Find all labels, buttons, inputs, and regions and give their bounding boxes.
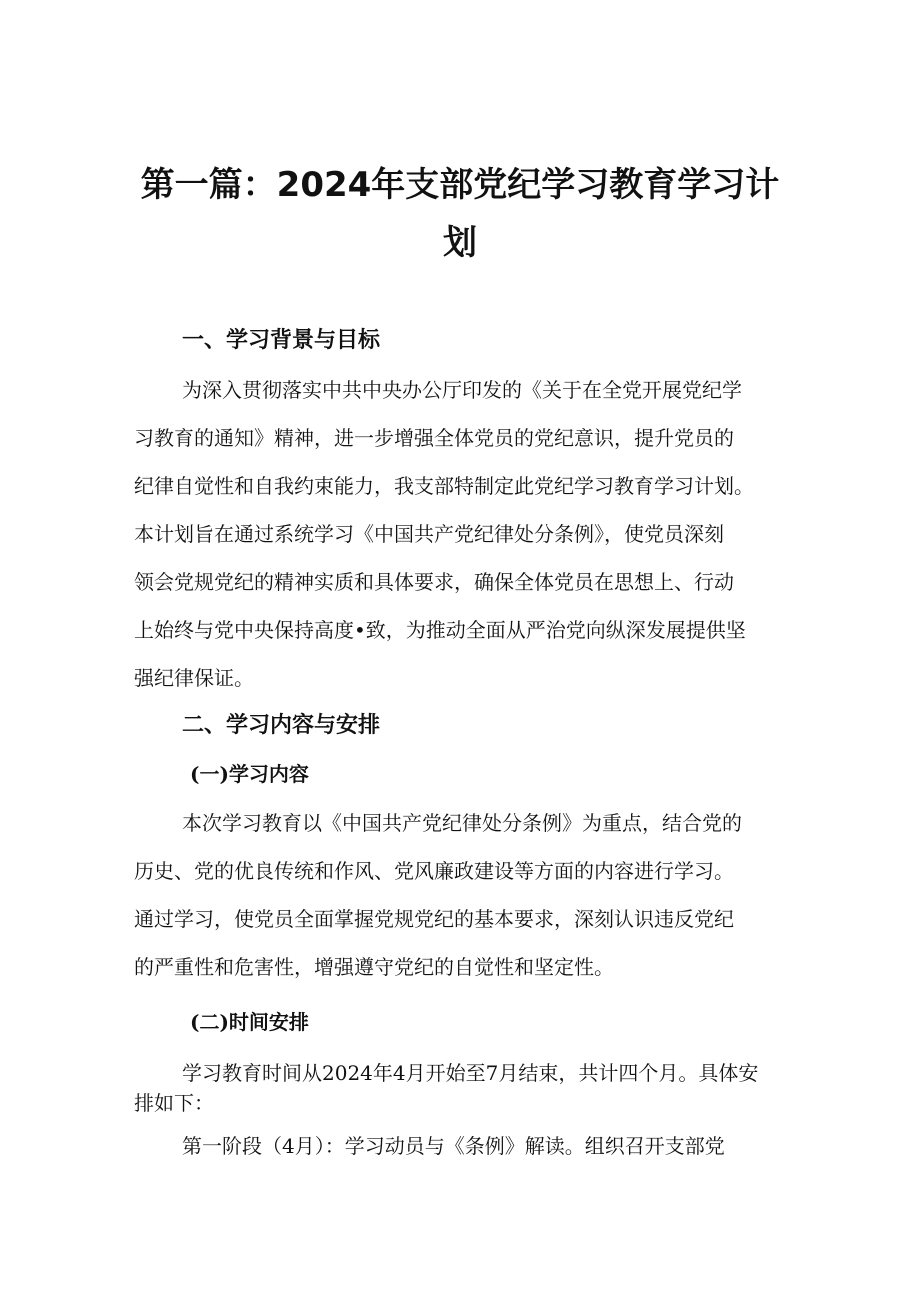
paragraph-line: 为深入贯彻落实中共中央办公厅印发的《关于在全党开展党纪学	[182, 378, 742, 402]
paragraph-study-content	[134, 799, 786, 991]
document-title	[130, 156, 790, 272]
paragraph-line: 上始终与党中央保持高度•致，为推动全面从严治党向纵深发展提供坚	[134, 618, 746, 642]
paragraph-line: 的严重性和危害性，增强遵守党纪的自觉性和坚定性。	[134, 955, 614, 979]
paragraph-line: 纪律自觉性和自我约束能力，我支部特制定此党纪学习教育学习计划。	[134, 474, 754, 498]
paragraph-schedule	[134, 1058, 786, 1118]
paragraph-line: 强纪律保证。	[134, 666, 254, 690]
section-heading-content: 二、学习内容与安排	[182, 713, 381, 738]
title-line-1: 第一篇：2024年支部党纪学习教育学习计	[140, 165, 780, 205]
paragraph-line: 领会党规党纪的精神实质和具体要求，确保全体党员在思想上、行动	[134, 570, 734, 594]
paragraph-background	[134, 366, 786, 702]
subheading-study-content: (一)学习内容	[190, 762, 309, 786]
paragraph-line: 第一阶段（4月）：学习动员与《条例》解读。组织召开支部党	[182, 1134, 725, 1158]
paragraph-phase-one	[134, 1122, 786, 1170]
paragraph-line: 通过学习，使党员全面掌握党规党纪的基本要求，深刻认识违反党纪	[134, 907, 734, 931]
subheading-schedule: (二)时间安排	[190, 1010, 309, 1034]
paragraph-line: 习教育的通知》精神，进一步增强全体党员的党纪意识，提升党员的	[134, 426, 734, 450]
title-line-2: 划	[443, 223, 477, 263]
paragraph-line: 本次学习教育以《中国共产党纪律处分条例》为重点，结合党的	[182, 811, 742, 835]
paragraph-line: 本计划旨在通过系统学习《中国共产党纪律处分条例》，使党员深刻	[134, 522, 724, 546]
paragraph-line: 排如下：	[134, 1091, 214, 1115]
section-heading-background: 一、学习背景与目标	[182, 328, 381, 353]
paragraph-line: 历史、党的优良传统和作风、党风廉政建设等方面的内容进行学习。	[134, 859, 734, 883]
paragraph-line: 学习教育时间从2024年4月开始至7月结束，共计四个月。具体安	[182, 1061, 759, 1085]
